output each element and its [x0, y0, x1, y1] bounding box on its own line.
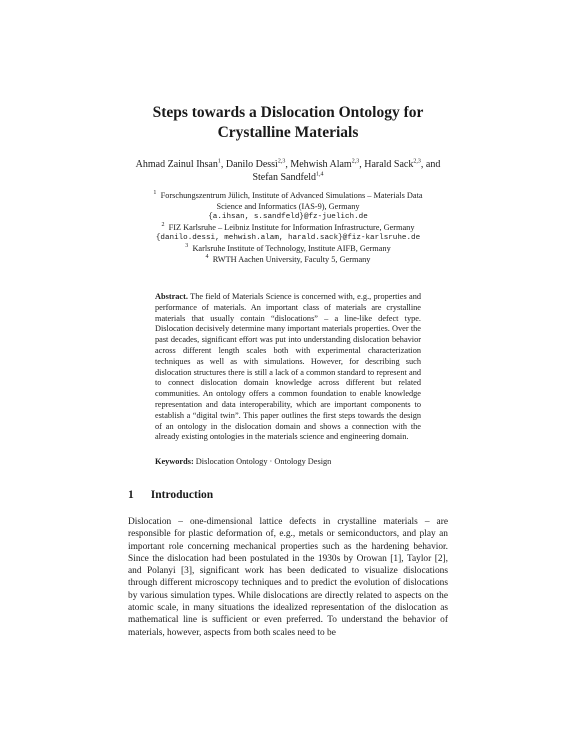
affiliation-text: FIZ Karlsruhe – Leibniz Institute for Information Infrastructure, Germany — [168, 222, 415, 232]
keywords-text: Dislocation Ontology · Ontology Design — [195, 457, 332, 466]
affiliation-number: 3 — [185, 243, 189, 250]
affiliation-1-continued: Science and Informatics (IAS-9), Germany — [216, 201, 360, 211]
section-title: Introduction — [150, 489, 214, 501]
author-separator: , — [285, 159, 291, 170]
author-affiliation-mark: 2,3 — [413, 158, 421, 165]
affiliation-number: 4 — [205, 253, 209, 260]
author-separator: , and — [420, 159, 441, 170]
affiliation-text: Forschungszentrum Jülich, Institute of Advanced Simulations – Materials Data — [160, 191, 423, 200]
author-name: Stefan Sandfeld — [252, 172, 317, 183]
keywords — [155, 457, 421, 468]
affiliation-2 — [110, 223, 466, 234]
section-number: 1 — [128, 489, 134, 501]
author-separator: , — [359, 159, 365, 170]
affiliation-1 — [110, 191, 466, 202]
author-affiliation-mark: 2,3 — [277, 158, 286, 165]
author-affiliation-mark: 1 — [217, 158, 221, 165]
author-affiliation-mark: 2,3 — [351, 158, 360, 165]
author-name: Ahmad Zainul Ihsan — [135, 159, 218, 170]
abstract — [155, 292, 421, 443]
section-heading — [128, 488, 213, 502]
author-name: Danilo Dessì — [225, 159, 278, 170]
affiliations — [110, 191, 466, 265]
author-separator: , — [220, 159, 226, 170]
affiliation-text: RWTH Aachen University, Faculty 5, Germany — [212, 254, 371, 264]
abstract-label: Abstract. — [155, 292, 188, 301]
author-affiliation-mark: 1,4 — [316, 171, 324, 178]
title-line-1: Steps towards a Dislocation Ontology for — [152, 104, 424, 121]
affiliation-1-email: {a.ihsan, s.sandfeld}@fz-juelich.de — [208, 213, 368, 222]
affiliation-4 — [110, 255, 466, 266]
intro-paragraph: Dislocation – one-dimensional lattice defects in crystalline materials – are responsible for plastic deformation of, e.g., metals or semiconductors, and play an important role concerning mechanical properties such as the hardening behavior. Since the dislocation had been postulated in the 1930s by Orowan [1], Taylor [2], and Polanyi [3], significant work has been dedicated to visualize dislocations through different microscopy techniques and to predict the evolution of dislocations by various simulation types. While dislocations are directly related to aspects on the atomic scale, in many situations the idealized representation of the dislocation as mathematical line is sufficient or even preferred. To understand the behavior of materials, however, aspects from both scales need to be — [128, 517, 448, 638]
title-line-2: Crystalline Materials — [217, 124, 359, 141]
affiliation-number: 2 — [161, 222, 165, 229]
author-name: Mehwish Alam — [290, 159, 352, 170]
affiliation-text: Karlsruhe Institute of Technology, Institute AIFB, Germany — [192, 243, 391, 253]
author-name: Harald Sack — [364, 159, 414, 170]
affiliation-number: 1 — [153, 190, 157, 197]
affiliation-2-email: {danilo.dessi, mehwish.alam, harald.sack}@fiz-karlsruhe.de — [155, 234, 421, 243]
keywords-label: Keywords: — [155, 457, 194, 466]
affiliation-3 — [110, 244, 466, 255]
paper-title — [60, 103, 516, 143]
body-text — [128, 516, 448, 639]
abstract-text: The field of Materials Science is concerned with, e.g., properties and performance of materials. An important class of materials are crystalline materials that usually contain “dislocations” – a line-like defect type. Dislocation decisively determine many important materials properties. Over the past decades, significant effort was put into understanding dislocation behavior across different length scales both with experimental characterization techniques as well as with simulations. However, for describing such dislocation structures there is still a lack of a common standard to represent and to connect dislocation domain knowledge across different but related communities. An ontology offers a common foundation to enable knowledge representation and data interoperability, which are important components to establish a “digital twin”. This paper outlines the first steps towards the design of an ontology in the dislocation domain and shows a connection with the already existing ontologies in the materials science and engineering domain. — [155, 292, 421, 442]
author-list — [110, 158, 466, 184]
